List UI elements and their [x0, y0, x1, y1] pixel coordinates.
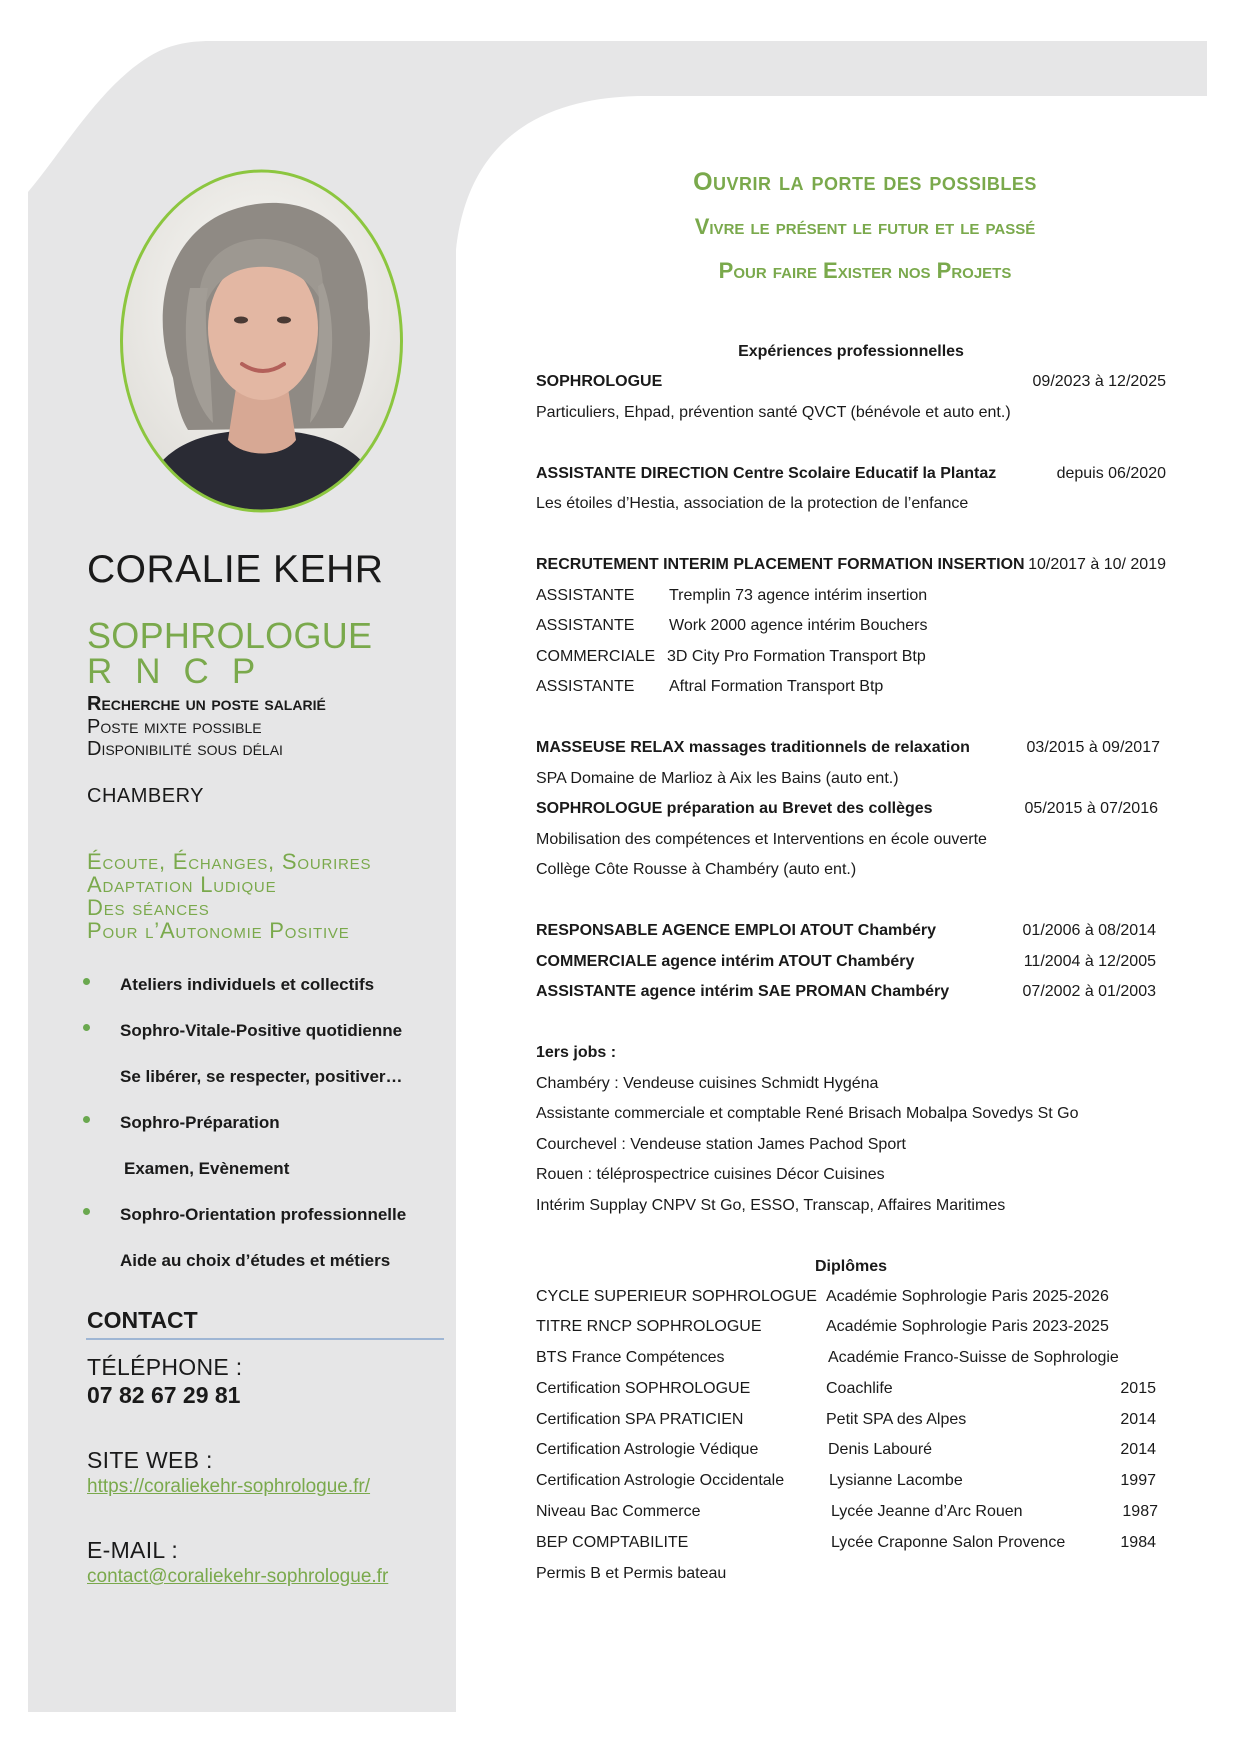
diploma-row: [536, 1343, 1166, 1374]
mixed-position-line: Poste mixte possible: [87, 716, 262, 738]
diploma-school: Petit SPA des Alpes: [826, 1410, 967, 1428]
entry-detail: Particuliers, Ehpad, prévention santé QVCT (bénévole et auto ent.): [536, 403, 1011, 421]
diploma-school: Coachlife: [826, 1379, 893, 1397]
entry-detail: SPA Domaine de Marlioz à Aix les Bains (auto ent.): [536, 769, 899, 787]
diploma-year: 1997: [1120, 1472, 1156, 1490]
diploma-row: [536, 1405, 1166, 1436]
experience-entry: [536, 459, 1166, 490]
service-subitem: [80, 1157, 430, 1203]
tagline: Pour l’Autonomie Positive: [87, 918, 350, 943]
first-job-item: Assistante commerciale et comptable René Brisach Mobalpa Sovedys St Go: [536, 1105, 1079, 1122]
experience-entry: [536, 977, 1166, 1008]
experience-entry: [536, 794, 1166, 825]
service-item: [80, 973, 430, 1019]
diploma-school: Académie Sophrologie Paris 2025-2026: [826, 1287, 1109, 1305]
service-subitem: [80, 1249, 430, 1295]
service-label: Sophro-Vitale-Positive quotidienne: [120, 1021, 403, 1040]
role-place: Tremplin 73 agence intérim insertion: [669, 586, 928, 604]
service-label: Sophro-Orientation professionnelle: [120, 1205, 407, 1224]
diploma-school: Lysianne Lacombe: [829, 1472, 963, 1490]
motto-line: Vivre le présent le futur et le passé: [694, 214, 1036, 239]
entry-detail: Mobilisation des compétences et Interventions en école ouverte: [536, 830, 987, 848]
role-row: [536, 611, 1166, 642]
first-jobs-heading: 1ers jobs :: [536, 1044, 617, 1061]
diploma-name: Certification SOPHROLOGUE: [536, 1379, 751, 1397]
role-name: ASSISTANTE: [536, 617, 635, 634]
tagline: Adaptation Ludique: [87, 872, 277, 897]
entry-title: COMMERCIALE agence intérim ATOUT Chambéry: [536, 952, 915, 970]
role-place: Aftral Formation Transport Btp: [669, 678, 884, 695]
diploma-name: TITRE RNCP SOPHROLOGUE: [536, 1318, 762, 1336]
certification-label: RNCP: [87, 652, 279, 691]
services-list: [80, 973, 430, 1295]
main-content: [536, 337, 1166, 1589]
entry-detail: Collège Côte Rousse à Chambéry (auto ent.): [536, 861, 857, 878]
entry-title: RESPONSABLE AGENCE EMPLOI ATOUT Chambéry: [536, 922, 937, 939]
diploma-row: [536, 1466, 1166, 1497]
diploma-name: Certification Astrologie Védique: [536, 1441, 759, 1459]
contact-divider: [86, 1338, 444, 1340]
experience-entry: [536, 733, 1166, 764]
service-label: Se libérer, se respecter, positiver…: [120, 1067, 403, 1086]
diploma-school: Lycée Craponne Salon Provence: [831, 1533, 1066, 1551]
city: CHAMBERY: [87, 785, 204, 807]
diploma-year: 1987: [1122, 1503, 1158, 1521]
experience-entry: [536, 947, 1166, 978]
role-name: COMMERCIALE: [536, 647, 656, 665]
role-name: ASSISTANTE: [536, 678, 635, 695]
experience-entry: [536, 367, 1166, 398]
person-name: CORALIE KEHR: [87, 548, 384, 591]
service-item: [80, 1019, 430, 1065]
role-place: 3D City Pro Formation Transport Btp: [667, 647, 926, 665]
service-label: Ateliers individuels et collectifs: [120, 975, 375, 994]
entry-title: RECRUTEMENT INTERIM PLACEMENT FORMATION INSERTION: [536, 556, 1025, 573]
motto-line: Ouvrir la porte des possibles: [693, 168, 1037, 196]
entry-date: 07/2002 à 01/2003: [1022, 983, 1156, 1000]
website-link[interactable]: https://coraliekehr-sophrologue.fr/: [87, 1476, 371, 1497]
diplomas-heading: Diplômes: [814, 1257, 887, 1275]
diploma-name: CYCLE SUPERIEUR SOPHROLOGUE: [536, 1287, 817, 1305]
diploma-school: Académie Sophrologie Paris 2023-2025: [826, 1318, 1109, 1336]
entry-title: ASSISTANTE agence intérim SAE PROMAN Chambéry: [536, 983, 950, 1000]
contact-heading: CONTACT: [87, 1307, 198, 1333]
service-label: Sophro-Préparation: [120, 1113, 280, 1132]
entry-date: depuis 06/2020: [1056, 464, 1166, 482]
job-title: SOPHROLOGUE: [87, 615, 373, 656]
entry-title: SOPHROLOGUE préparation au Brevet des collèges: [536, 800, 933, 817]
diploma-row: [536, 1374, 1166, 1405]
phone-label: TÉLÉPHONE :: [87, 1354, 243, 1380]
diploma-row: [536, 1282, 1166, 1313]
service-item: [80, 1203, 430, 1249]
entry-date: 01/2006 à 08/2014: [1022, 922, 1156, 939]
entry-date: 03/2015 à 09/2017: [1026, 739, 1160, 756]
diploma-year: 2015: [1120, 1379, 1156, 1397]
first-job-item: Intérim Supplay CNPV St Go, ESSO, Transcap, Affaires Maritimes: [536, 1196, 1006, 1214]
bullet-icon: [83, 978, 90, 985]
phone-number[interactable]: 07 82 67 29 81: [87, 1382, 241, 1408]
bullet-icon: [83, 1024, 90, 1031]
website-label: SITE WEB :: [87, 1447, 213, 1473]
motto-line: Pour faire Exister nos Projets: [718, 258, 1012, 283]
diploma-year: 2014: [1120, 1410, 1156, 1428]
diploma-school: Académie Franco-Suisse de Sophrologie: [828, 1349, 1119, 1367]
service-label: Examen, Evènement: [124, 1159, 290, 1178]
diploma-school: Lycée Jeanne d’Arc Rouen: [831, 1503, 1023, 1521]
entry-date: 09/2023 à 12/2025: [1032, 373, 1166, 390]
role-row: [536, 672, 1166, 703]
service-item: [80, 1111, 430, 1157]
entry-date: 10/2017 à 10/ 2019: [1028, 556, 1166, 573]
bullet-icon: [83, 1116, 90, 1123]
experience-entry: [536, 916, 1166, 947]
role-name: ASSISTANTE: [536, 586, 635, 604]
diploma-name: BTS France Compétences: [536, 1349, 725, 1367]
diploma-row: [536, 1528, 1166, 1559]
diploma-row: [536, 1312, 1166, 1343]
entry-title: SOPHROLOGUE: [536, 373, 663, 390]
diploma-row: [536, 1435, 1166, 1466]
role-place: Work 2000 agence intérim Bouchers: [669, 617, 928, 634]
first-job-item: Chambéry : Vendeuse cuisines Schmidt Hygéna: [536, 1074, 879, 1092]
diploma-row: [536, 1497, 1166, 1528]
role-row: [536, 581, 1166, 612]
diploma-name: Niveau Bac Commerce: [536, 1503, 701, 1521]
entry-date: 11/2004 à 12/2005: [1023, 952, 1156, 970]
email-label: E-MAIL :: [87, 1537, 179, 1563]
diploma-name: Certification Astrologie Occidentale: [536, 1472, 785, 1490]
profile-photo: [118, 168, 405, 514]
email-link[interactable]: contact@coraliekehr-sophrologue.fr: [87, 1566, 389, 1587]
service-subitem: [80, 1065, 430, 1111]
diploma-year: 1984: [1120, 1533, 1156, 1551]
entry-title: MASSEUSE RELAX massages traditionnels de relaxation: [536, 739, 970, 756]
service-label: Aide au choix d’études et métiers: [120, 1251, 391, 1270]
diploma-school: Denis Labouré: [828, 1441, 933, 1459]
diploma-name: Permis B et Permis bateau: [536, 1564, 727, 1582]
first-job-item: Courchevel : Vendeuse station James Pachod Sport: [536, 1135, 906, 1153]
availability-line: Disponibilité sous délai: [87, 738, 283, 760]
diploma-year: 2014: [1120, 1441, 1156, 1459]
diploma-row: [536, 1559, 1166, 1590]
diploma-name: BEP COMPTABILITE: [536, 1533, 689, 1551]
entry-date: 05/2015 à 07/2016: [1024, 800, 1158, 817]
taglines: [87, 850, 371, 942]
diploma-name: Certification SPA PRATICIEN: [536, 1410, 744, 1428]
experience-heading: Expériences professionnelles: [738, 343, 964, 360]
first-job-item: Rouen : téléprospectrice cuisines Décor Cuisines: [536, 1166, 885, 1183]
bullet-icon: [83, 1208, 90, 1215]
tagline: Des séances: [87, 895, 210, 920]
entry-detail: Les étoiles d’Hestia, association de la protection de l’enfance: [536, 495, 969, 512]
role-row: [536, 642, 1166, 673]
job-search-line: Recherche un poste salarié: [87, 693, 326, 715]
experience-entry: [536, 550, 1166, 581]
tagline: Écoute, Échanges, Sourires: [87, 849, 372, 874]
entry-title: ASSISTANTE DIRECTION Centre Scolaire Educatif la Plantaz: [536, 464, 997, 482]
